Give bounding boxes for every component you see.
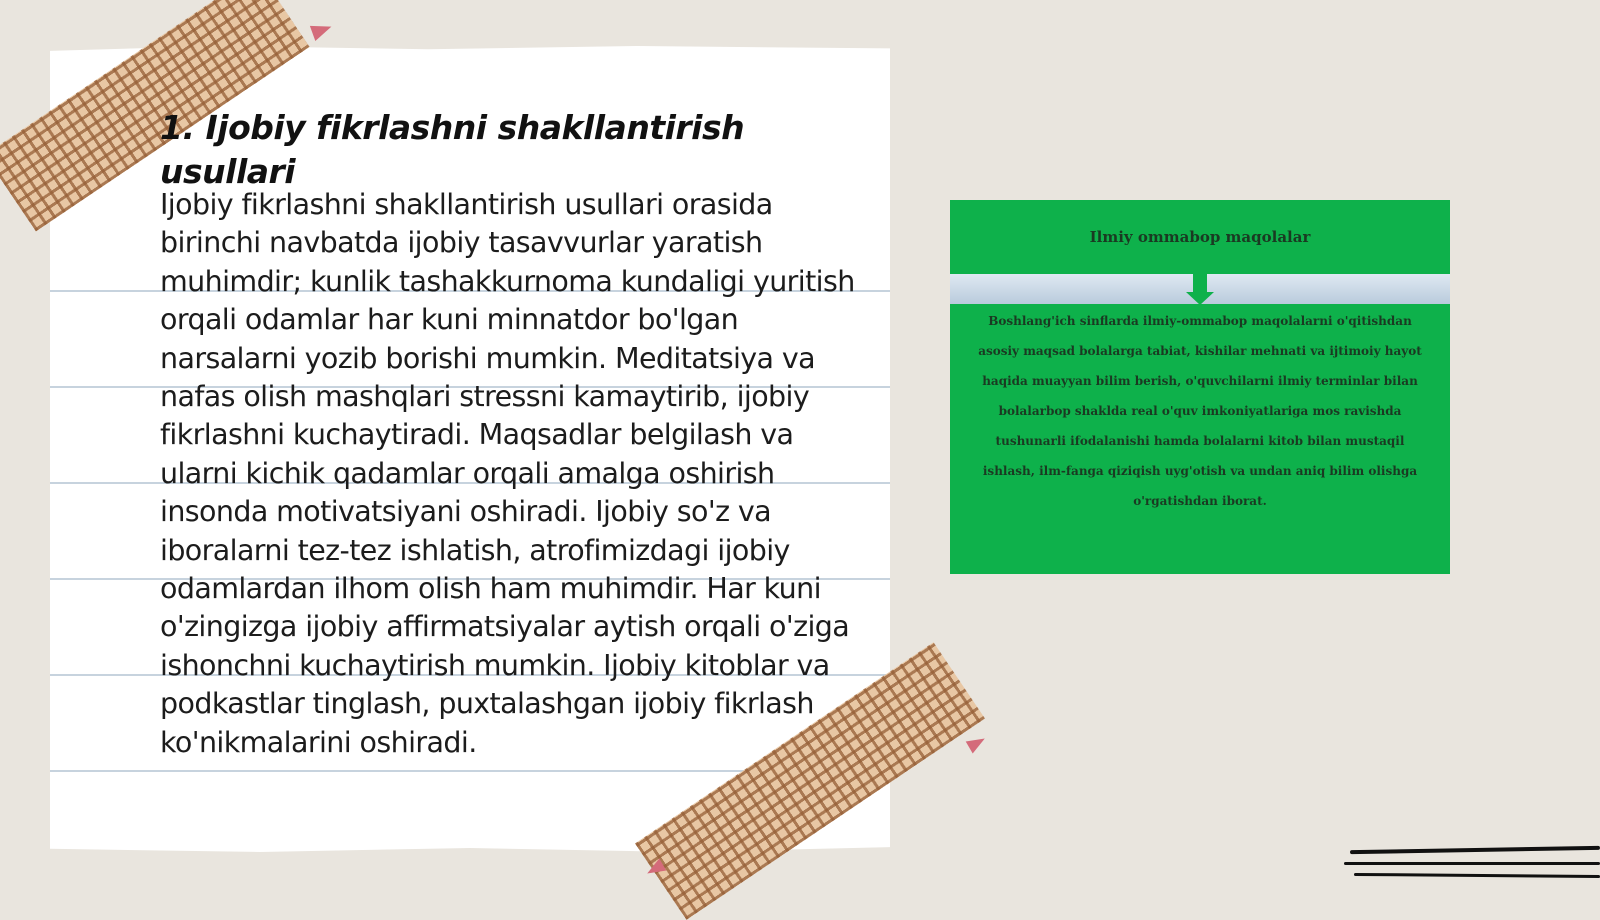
slide-body-text: Ijobiy fikrlashni shakllantirish usullari orasida birinchi navbatda ijobiy tasavvurlar yaratish muhimdir; kunlik tashakkurnoma kundaligi yuritish orqali odamlar har kuni minnatdor bo'lgan narsalarni yozib borishi mumkin. Meditatsiya va nafas olish mashqlari stressni kamaytirib, ijobiy fikrlashni kuchaytiradi. Maqsadlar belgilash va ularni kichik qadamlar orqali amalga oshirish insonda motivatsiyani oshiradi. Ijobiy so'z va iboralarni tez-tez ishlatish, atrofimizdagi ijobiy odamlardan ilhom olish ham muhimdir. Har kuni o'zingizga ijobiy affirmatsiyalar aytish orqali o'ziga ishonchni kuchaytirish mumkin. Ijobiy kitoblar va podkastlar tinglash, puxtalashgan ijobiy fikrlash ko'nikmalarini oshiradi. xyxy=(160,188,855,759)
slide-title: 1. Ijobiy fikrlashni shakllantirish usullari xyxy=(160,108,745,191)
info-card-image xyxy=(950,200,1450,574)
card-body-text: Boshlang'ich sinflarda ilmiy-ommabop maqolalarni o'qitishdan asosiy maqsad bolalarga tabiat, kishilar mehnati va ijtimoiy hayot haqida muayyan bilim berish, o'quvchilarni ilmiy terminlar bilan bolalarbop shaklda real o'quv imkoniyatlariga mos ravishda tushunarli ifodalanishi hamda bolalarni kitob bilan mustaqil ishlash, ilm-fanga qiziqish uyg'otish va undan aniq bilim olishga o'rgatishdan iborat. xyxy=(978,314,1422,508)
brush-stroke xyxy=(1344,862,1600,865)
brush-stroke xyxy=(1354,873,1600,878)
brush-stroke xyxy=(1350,846,1600,854)
card-header: Ilmiy ommabop maqolalar xyxy=(1089,228,1311,246)
pin-icon xyxy=(966,732,989,753)
arrow-down-icon-head xyxy=(1186,292,1214,305)
pin-icon xyxy=(310,19,334,41)
arrow-down-icon xyxy=(1193,272,1207,294)
